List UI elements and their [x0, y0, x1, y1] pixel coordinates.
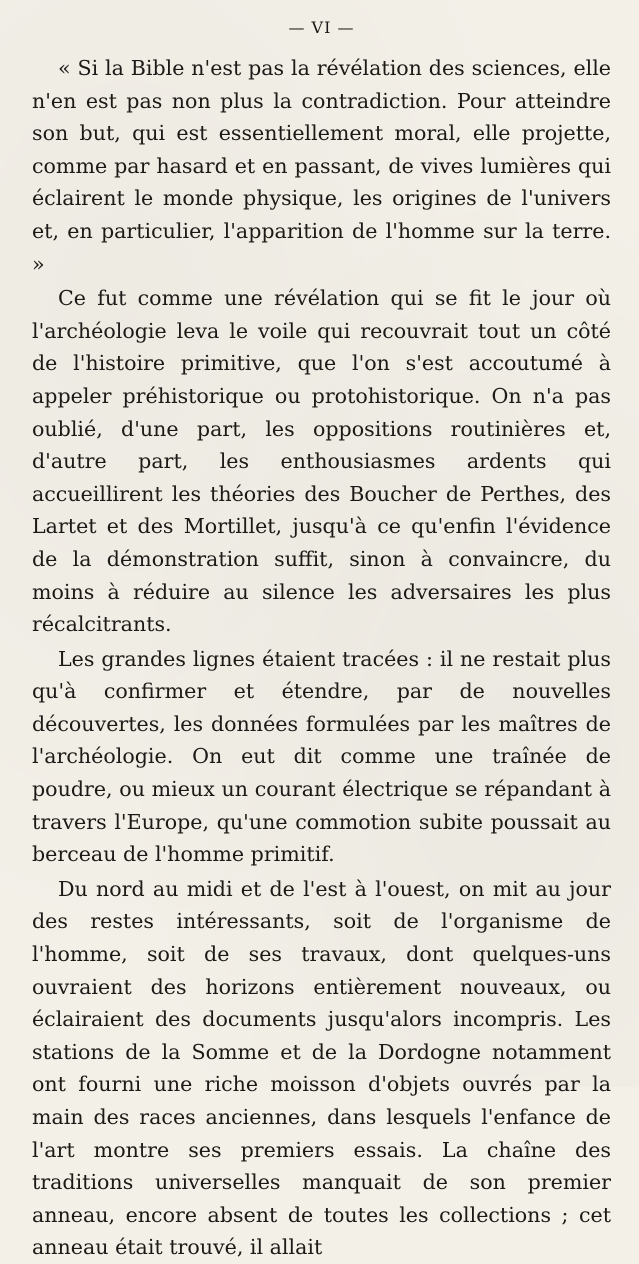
- paragraph-3: Les grandes lignes étaient tracées : il ne restait plus qu'à confirmer et étendre, par de nouvelles découvertes, les données formulées par les maîtres de l'archéologie. On eut dit comme une traînée de poudre, ou mieux un courant électrique se répandant à travers l'Europe, qu'une commotion subite poussait au berceau de l'homme primitif.: [32, 646, 611, 867]
- page-number: — VI —: [288, 18, 355, 37]
- paragraph-2: Ce fut comme une révélation qui se fit le jour où l'archéologie leva le voile qui recouvrait tout un côté de l'histoire primitive, que l'on s'est accoutumé à appeler préhistorique ou protohistorique. On n'a pas oublié, d'une part, les oppositions routinières et, d'autre part, les enthousiasmes ardents qui accueillirent les théories des Boucher de Perthes, des Lartet et des Mortillet, jusqu'à ce qu'enfin l'évidence de la démonstration suffit, sinon à convaincre, du moins à réduire au silence les adversaires les plus récalcitrants.: [32, 286, 611, 637]
- paragraph-1: « Si la Bible n'est pas la révélation des sciences, elle n'en est pas non plus la contradiction. Pour atteindre son but, qui est essentiellement moral, elle projette, comme par hasard et en passant, de vives lumières qui éclairent le monde physique, les origines de l'univers et, en particulier, l'apparition de l'homme sur la terre. »: [32, 56, 611, 276]
- paragraph-4: Du nord au midi et de l'est à l'ouest, on mit au jour des restes intéressants, soit de l'organisme de l'homme, soit de ses travaux, dont quelques-uns ouvraient des horizons entièrement nouveaux, ou éclairaient des documents jusqu'alors incompris. Les stations de la Somme et de la Dordogne notamment ont fourni une riche moisson d'objets ouvrés par la main des races anciennes, dans lesquels l'enfance de l'art montre ses premiers essais. La chaîne des traditions universelles manquait de son premier anneau, encore absent de toutes les collections ; cet anneau était trouvé, il allait: [32, 876, 611, 1260]
